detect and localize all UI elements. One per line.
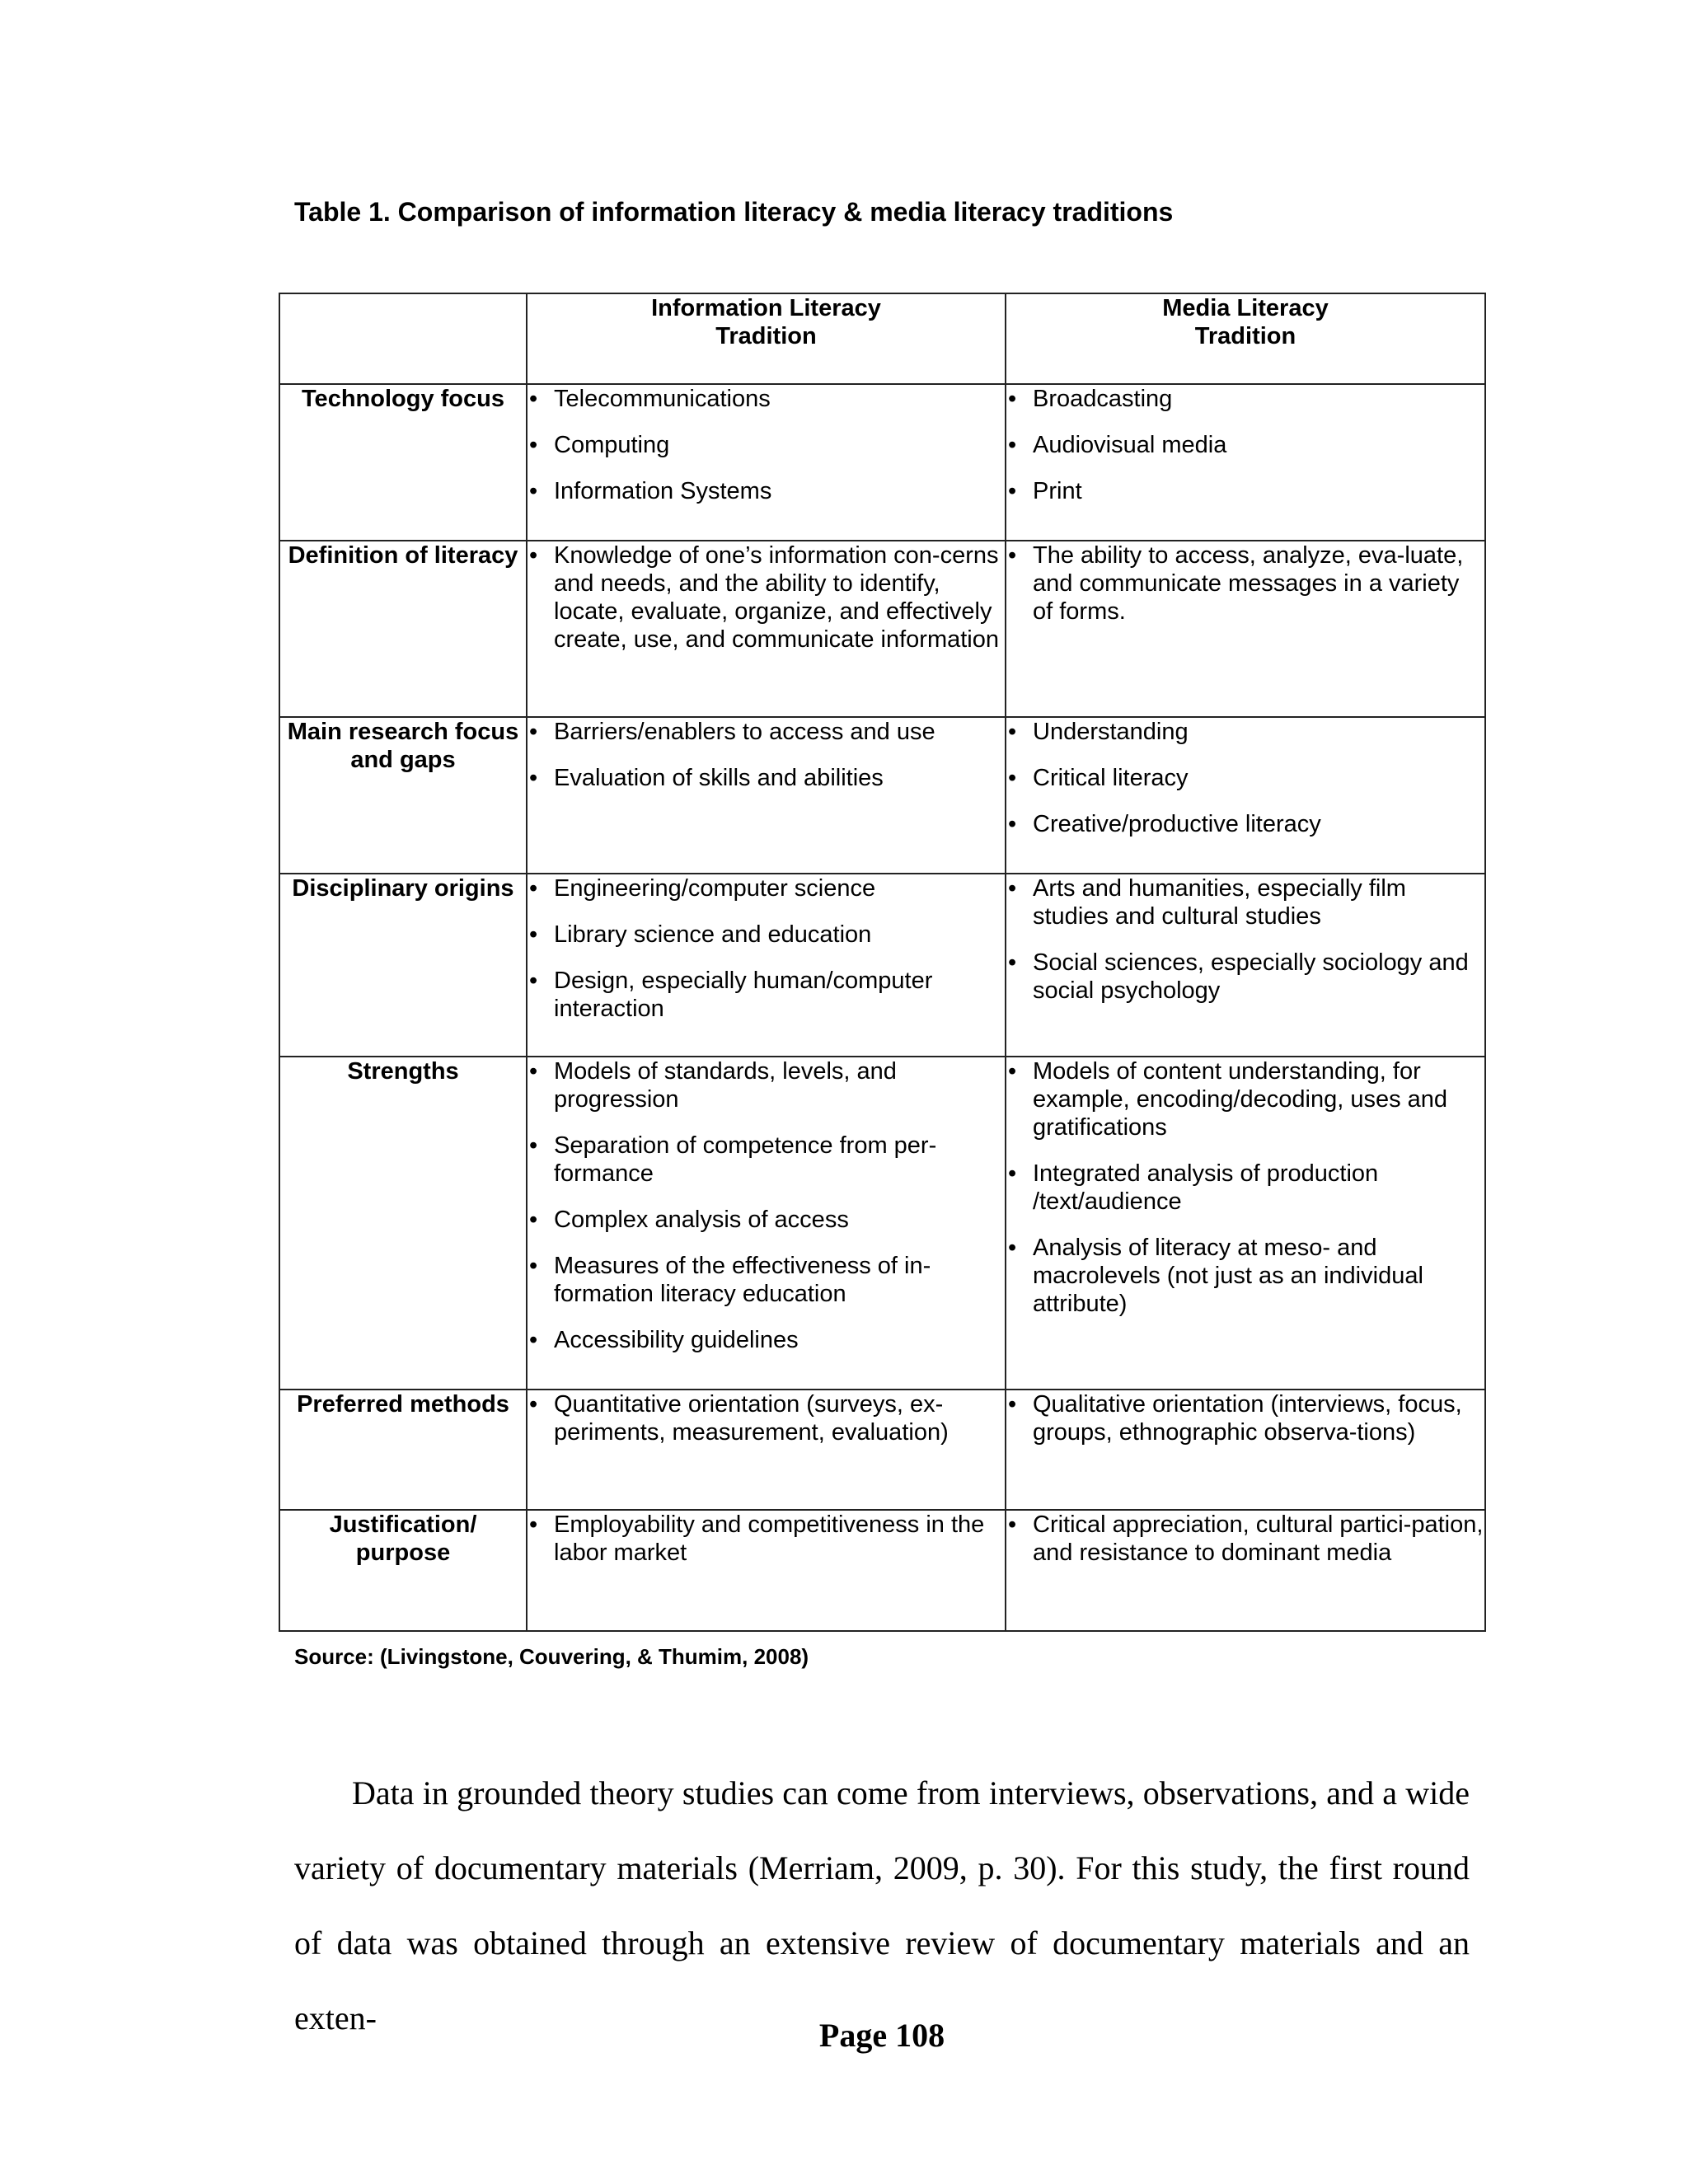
row-label: Justification/ purpose xyxy=(279,1510,527,1631)
list-item: • Telecommunications xyxy=(528,385,1005,413)
list-item: • Separation of competence from per-formance xyxy=(528,1132,1005,1188)
media-literacy-cell xyxy=(1006,1057,1485,1390)
list-item: • Library science and education xyxy=(528,921,1005,949)
media-literacy-cell xyxy=(1006,874,1485,1057)
list-item: • Measures of the effectiveness of in-formation literacy education xyxy=(528,1252,1005,1308)
table-source-note: Source: (Livingstone, Couvering, & Thumim, 2008) xyxy=(294,1644,809,1669)
bullet-list xyxy=(528,541,1005,654)
list-item: • Design, especially human/computer interaction xyxy=(528,967,1005,1023)
table-header-row xyxy=(279,293,1485,384)
column-header-line: Tradition xyxy=(715,323,817,349)
information-literacy-cell xyxy=(527,874,1006,1057)
media-literacy-cell xyxy=(1006,1510,1485,1631)
bullet-list xyxy=(528,1057,1005,1354)
bullet-list xyxy=(528,1511,1005,1567)
list-item: • Knowledge of one’s information con-cerns and needs, and the ability to identify, locate, evaluate, organize, and effectively create, use, and communicate information xyxy=(528,541,1005,654)
row-label: Disciplinary origins xyxy=(279,874,527,1057)
list-item: • Print xyxy=(1006,477,1484,505)
bullet-list xyxy=(1006,718,1484,838)
bullet-list xyxy=(528,1390,1005,1446)
column-header-line: Media Literacy xyxy=(1162,295,1329,321)
list-item: • Understanding xyxy=(1006,718,1484,746)
information-literacy-cell xyxy=(527,541,1006,717)
media-literacy-cell xyxy=(1006,717,1485,874)
table-row-disciplinary-origins xyxy=(279,874,1485,1057)
list-item: • Broadcasting xyxy=(1006,385,1484,413)
list-item: • Quantitative orientation (surveys, ex-periments, measurement, evaluation) xyxy=(528,1390,1005,1446)
list-item: • Engineering/computer science xyxy=(528,874,1005,902)
column-header-line: Information Literacy xyxy=(651,295,881,321)
information-literacy-cell xyxy=(527,717,1006,874)
row-label: Main research focus and gaps xyxy=(279,717,527,874)
list-item: • Audiovisual media xyxy=(1006,431,1484,459)
list-item: • Critical appreciation, cultural partici-pation, and resistance to dominant media xyxy=(1006,1511,1484,1567)
information-literacy-cell xyxy=(527,1390,1006,1510)
bullet-list xyxy=(1006,1390,1484,1446)
list-item: • Creative/productive literacy xyxy=(1006,810,1484,838)
bullet-list xyxy=(1006,1057,1484,1318)
bullet-list xyxy=(528,874,1005,1023)
bullet-list xyxy=(1006,1511,1484,1567)
table-title: Table 1. Comparison of information literacy & media literacy traditions xyxy=(294,197,1174,227)
comparison-table xyxy=(279,293,1486,1632)
bullet-list xyxy=(528,385,1005,505)
table-row-technology-focus xyxy=(279,384,1485,541)
table-row-main-research-focus xyxy=(279,717,1485,874)
media-literacy-cell xyxy=(1006,384,1485,541)
list-item: • Social sciences, especially sociology and social psychology xyxy=(1006,949,1484,1005)
column-header-line: Tradition xyxy=(1194,323,1296,349)
column-header-media-literacy xyxy=(1006,293,1485,384)
list-item: • The ability to access, analyze, eva-luate, and communicate messages in a variety of forms. xyxy=(1006,541,1484,626)
list-item: • Models of content understanding, for example, encoding/decoding, uses and gratifications xyxy=(1006,1057,1484,1141)
list-item: • Analysis of literacy at meso- and macrolevels (not just as an individual attribute) xyxy=(1006,1234,1484,1318)
table-row-justification-purpose xyxy=(279,1510,1485,1631)
list-item: • Accessibility guidelines xyxy=(528,1326,1005,1354)
list-item: • Evaluation of skills and abilities xyxy=(528,764,1005,792)
list-item: • Arts and humanities, especially film studies and cultural studies xyxy=(1006,874,1484,930)
list-item: • Barriers/enablers to access and use xyxy=(528,718,1005,746)
list-item: • Qualitative orientation (interviews, focus, groups, ethnographic observa-tions) xyxy=(1006,1390,1484,1446)
media-literacy-cell xyxy=(1006,541,1485,717)
information-literacy-cell xyxy=(527,1057,1006,1390)
row-label: Strengths xyxy=(279,1057,527,1390)
media-literacy-cell xyxy=(1006,1390,1485,1510)
list-item: • Critical literacy xyxy=(1006,764,1484,792)
list-item: • Models of standards, levels, and progression xyxy=(528,1057,1005,1113)
information-literacy-cell xyxy=(527,1510,1006,1631)
table-row-definition-of-literacy xyxy=(279,541,1485,717)
list-item: • Information Systems xyxy=(528,477,1005,505)
list-item: • Computing xyxy=(528,431,1005,459)
table-row-preferred-methods xyxy=(279,1390,1485,1510)
list-item: • Employability and competitiveness in the labor market xyxy=(528,1511,1005,1567)
information-literacy-cell xyxy=(527,384,1006,541)
row-label: Preferred methods xyxy=(279,1390,527,1510)
corner-cell xyxy=(279,293,527,384)
body-paragraph: Data in grounded theory studies can come from interviews, observations, and a wide variety of documentary materials (Merriam, 2009, p. 30). For this study, the first round of data was obtained through an extensive review of documentary materials and an exten- xyxy=(294,1774,1470,2036)
bullet-list xyxy=(1006,541,1484,626)
table-row-strengths xyxy=(279,1057,1485,1390)
page-number: Page 108 xyxy=(818,2017,945,2054)
list-item: • Integrated analysis of production /text/audience xyxy=(1006,1160,1484,1216)
row-label: Definition of literacy xyxy=(279,541,527,717)
bullet-list xyxy=(528,718,1005,792)
list-item: • Complex analysis of access xyxy=(528,1206,1005,1234)
bullet-list xyxy=(1006,874,1484,1005)
bullet-list xyxy=(1006,385,1484,505)
row-label: Technology focus xyxy=(279,384,527,541)
column-header-information-literacy xyxy=(527,293,1006,384)
